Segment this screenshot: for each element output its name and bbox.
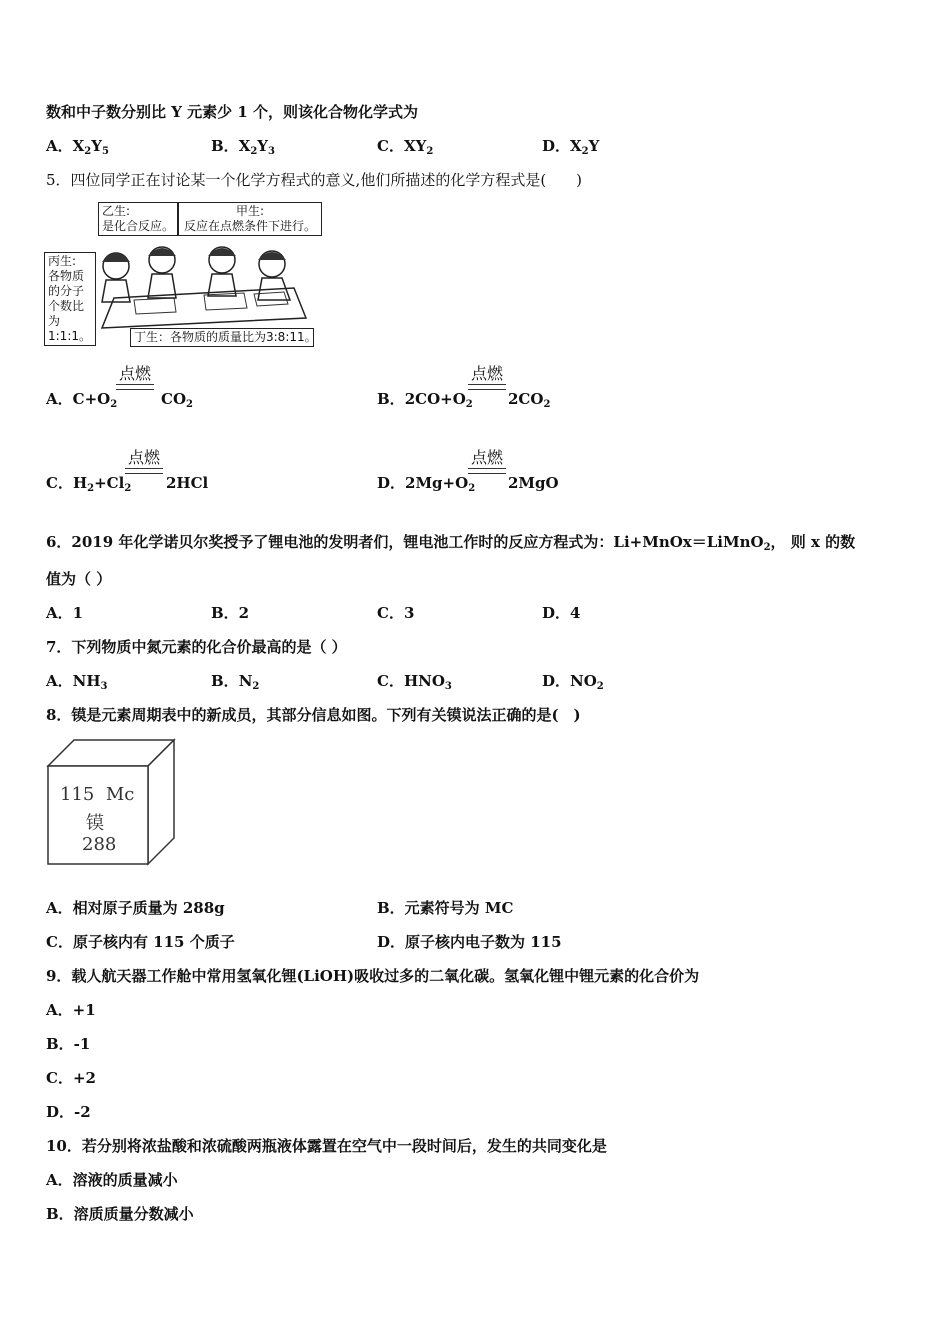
- q10-option-b[interactable]: B．溶质质量分数减小: [46, 1205, 194, 1223]
- q5-option-c[interactable]: C．$H_2+Cl_2$: [46, 474, 132, 494]
- equals-sign-b: [468, 384, 506, 390]
- reaction-condition-b: 点燃: [470, 364, 503, 383]
- q7-option-d[interactable]: D．$NO_2$: [542, 672, 604, 692]
- q5-students-illustration: [44, 200, 324, 348]
- element-name: 镆: [86, 813, 104, 834]
- speech-bubble-yi: 乙生: 是化合反应。: [98, 202, 178, 236]
- speech-bubble-jia: 甲生: 反应在点燃条件下进行。: [178, 202, 322, 236]
- q10-stem: 10．若分别将浓盐酸和浓硫酸两瓶液体露置在空气中一段时间后，发生的共同变化是: [46, 1137, 607, 1155]
- equals-sign-d: [468, 468, 506, 474]
- element-number-symbol: 115 Mc: [60, 784, 135, 805]
- q5-option-a[interactable]: A．$C+O_2$: [46, 390, 118, 410]
- q6-stem-cont: 值为（ ）: [46, 570, 112, 588]
- q8-option-d[interactable]: D．原子核内电子数为 115: [377, 933, 562, 951]
- q4-option-a[interactable]: A．$X_2Y_5$: [46, 137, 109, 157]
- speech-bubble-bing: 丙生: 各物质 的分子 个数比 为1:1:1。: [44, 252, 96, 346]
- q9-option-d[interactable]: D．-2: [46, 1103, 91, 1121]
- q4-option-c[interactable]: C．$XY_2$: [377, 137, 434, 157]
- q6-option-c[interactable]: C．3: [377, 604, 415, 622]
- q5-option-d[interactable]: D．$2Mg+O_2$: [377, 474, 476, 494]
- q6-option-b[interactable]: B．2: [211, 604, 250, 622]
- q8-stem: 8．镆是元素周期表中的新成员，其部分信息如图。下列有关镆说法正确的是( ): [46, 706, 581, 724]
- q10-option-a[interactable]: A．溶液的质量减小: [46, 1171, 178, 1189]
- q5-option-b[interactable]: B．$2CO+O_2$: [377, 390, 473, 410]
- equals-sign-a: [116, 384, 154, 390]
- q9-option-c[interactable]: C．+2: [46, 1069, 96, 1087]
- q4-option-d[interactable]: D．$X_2Y$: [542, 137, 600, 157]
- q5-option-a-product: $CO_2$: [161, 390, 193, 410]
- q8-option-a[interactable]: A．相对原子质量为 288g: [46, 899, 225, 917]
- q8-option-b[interactable]: B．元素符号为 MC: [377, 899, 514, 917]
- q6-option-d[interactable]: D．4: [542, 604, 581, 622]
- q9-stem: 9．载人航天器工作舱中常用氢氧化锂(LiOH)吸收过多的二氧化碳。氢氧化锂中锂元素的化合价为: [46, 967, 700, 985]
- equals-sign-c: [125, 468, 163, 474]
- q6-stem: 6．2019 年化学诺贝尔奖授予了锂电池的发明者们，锂电池工作时的反应方程式为：Li+MnOx＝LiMnO$_2$， 则 x 的数: [46, 533, 856, 553]
- q9-option-b[interactable]: B．-1: [46, 1035, 91, 1053]
- q7-option-c[interactable]: C．$HNO_3$: [377, 672, 452, 692]
- reaction-condition-a: 点燃: [118, 364, 151, 383]
- q5-option-c-product: 2HCl: [166, 474, 209, 492]
- q5-option-b-product: $2CO_2$: [508, 390, 551, 410]
- q9-option-a[interactable]: A．+1: [46, 1001, 96, 1019]
- element-cube-figure: [46, 738, 176, 866]
- speech-bubble-ding: 丁生：各物质的质量比为3:8:11。: [130, 328, 314, 347]
- reaction-condition-c: 点燃: [127, 448, 160, 467]
- element-mass: 288: [82, 834, 117, 855]
- q7-option-a[interactable]: A．$NH_3$: [46, 672, 108, 692]
- q6-option-a[interactable]: A．1: [46, 604, 84, 622]
- q8-option-c[interactable]: C．原子核内有 115 个质子: [46, 933, 235, 951]
- q5-stem: 5．四位同学正在讨论某一个化学方程式的意义,他们所描述的化学方程式是( ): [46, 171, 583, 189]
- reaction-condition-d: 点燃: [470, 448, 503, 467]
- q7-option-b[interactable]: B．$N_2$: [211, 672, 260, 692]
- q4-stem-tail: 数和中子数分别比 Y 元素少 1 个，则该化合物化学式为: [46, 103, 419, 121]
- q7-stem: 7．下列物质中氮元素的化合价最高的是（ ）: [46, 638, 347, 656]
- q5-option-d-product: 2MgO: [508, 474, 559, 492]
- q4-option-b[interactable]: B．$X_2Y_3$: [211, 137, 275, 157]
